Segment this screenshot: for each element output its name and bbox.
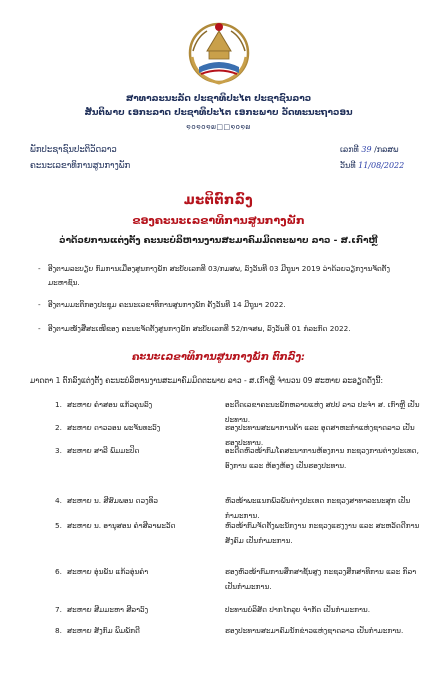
- member-number: 4.: [55, 496, 62, 505]
- basis-item: - ອີງຕາມລະບຽບ ກົມການເມືອງສູນກາງພັກ ສະບັບເລກທີ 03/ກມສພ, ລົງວັນທີ 03 ມີຖຸນາ 2019 ວ່າດ້ວຍວຽກງານຈັດຕັ້ງມະຫາຊົນ.: [38, 264, 391, 287]
- organization-department: ຄະນະເລຂາທິການສູນກາງພັກ: [30, 161, 131, 171]
- member-name: ສະຫາຍ ອຸ່ນພັນ ແກ້ວອຸ່ນຄໍາ: [67, 567, 149, 576]
- reference-date-value: 11/08/2022: [358, 161, 405, 170]
- reference-number-suffix: /ກລສພ: [374, 145, 399, 154]
- document-title: ມະຕິຕົກລົງ: [183, 193, 254, 208]
- basis-item: - ອີງຕາມໜັງສືສະເໜີຂອງ ຄະນະຈັດຕັ້ງສູນກາງພັກ ສະບັບເລກທີ 52/ກຈສພ, ລົງວັນທີ 01 ກໍລະກົດ 2022.: [38, 324, 351, 333]
- reference-number: [340, 145, 398, 154]
- member-name: ສະຫາຍ ນ. ສີສົມພອນ ດວງທິວ: [67, 496, 158, 505]
- member-role: ຫົວໜ້າພະແນກພົວພັນຕ່າງປະເທດ ກະຊວງສາທາລະນະສຸກ ເປັນກໍາມະການ.: [225, 496, 411, 520]
- basis-item: - ອີງຕາມມະຕິກອງປະຊຸມ ຄະນະເລຂາທິການສູນກາງພັກ ຄັ້ງວັນທີ 14 ມີຖຸນາ 2022.: [38, 300, 286, 309]
- member-role: ຮອງປະທານສະພາການຄ້າ ແລະ ອຸດສາຫະກໍາແຫ່ງຊາດລາວ ເປັນຮອງປະທານ.: [225, 423, 415, 447]
- national-motto-line-3: ໑໐໑໐໑໙□□໑໐໑໙: [186, 123, 251, 131]
- member-number: 7.: [55, 605, 62, 614]
- member-name: ສະຫາຍ ດາວວອນ ພະຈັນທະວົງ: [67, 423, 161, 432]
- member-number: 6.: [55, 567, 62, 576]
- member-role: ອະດີດຫົວໜ້າກົມໂຄສະນາການຫ້ອງການ ກະຊວງການຕ່າງປະເທດ, ອົງການ ແລະ ຫ້ອງຫ້ອງ ເປັນຮອງປະທານ.: [225, 446, 419, 470]
- organization-name: ພັກປະຊາຊົນປະຕິວັດລາວ: [30, 145, 117, 155]
- member-role: ອະດີດເລຂາຄະນະພັກຫລາຍແຫ່ງ ສປປ ລາວ ປະຈໍາ ສ. ເກົາຫຼີ ເປັນປະທານ.: [225, 400, 420, 424]
- reference-date: [340, 161, 404, 170]
- member-number: 2.: [55, 423, 62, 432]
- national-motto-line-2: ສັນຕິພາບ ເອກະລາດ ປະຊາທິປະໄຕ ເອກະພາບ ວັດທະນະຖາວອນ: [84, 108, 353, 118]
- member-number: 5.: [55, 521, 62, 530]
- member-name: ສະຫາຍ ນ. ອານຸສອນ ຄໍາສີລາພະວັດ: [67, 521, 176, 530]
- member-number: 1.: [55, 400, 62, 409]
- member-role: ຮອງປະທານສະມາຄົມນັກຂ່າວແຫ່ງຊາດລາວ ເປັນກໍາມະການ.: [225, 626, 404, 635]
- reference-date-label: ວັນທີ: [340, 161, 356, 170]
- member-role: ຫົວໜ້າກົມຈັດຕັ້ງພະນັກງານ ກະຊວງແຮງງານ ແລະ ສະຫວັດດີການສັງຄົມ ເປັນກໍາມະການ.: [225, 521, 420, 545]
- member-number: 3.: [55, 446, 62, 455]
- decides-heading: ຄະນະເລຂາທິການສູນກາງພັກ ຕົກລົງ:: [131, 352, 306, 363]
- reference-number-value: 39: [361, 145, 372, 154]
- document-subject: ວ່າດ້ວຍການແຕ່ງຕັ້ງ ຄະນະບໍລິຫານງານສະມາຄົມມິດຕະພາບ ລາວ - ສ.ເກົາຫຼີ: [59, 236, 378, 246]
- member-name: ສະຫາຍ ຄໍາສອນ ແກ້ວຄຸນລົງ: [67, 400, 153, 409]
- member-role: ຮອງຫົວໜ້າກົມການສຶກສາຊັ້ນສູງ ກະຊວງສຶກສາທິການ ແລະ ກິລາ ເປັນກໍາມະການ.: [225, 567, 417, 591]
- member-name: ສະຫາຍ ສັງກົມ ພິມພັກດີ: [67, 626, 140, 635]
- national-emblem-icon: [187, 17, 251, 87]
- member-number: 8.: [55, 626, 62, 635]
- reference-number-label: ເລກທີ: [340, 145, 359, 154]
- member-role: ປະທານບໍລິສັດ ປາກໄກລຸບ ຈໍາກັດ ເປັນກໍາມະການ.: [225, 605, 371, 614]
- article-1: ມາດຕາ 1 ຕົກລົງແຕ່ງຕັ້ງ ຄະນະບໍລິຫານງານສະມາຄົມມິດຕະພາບ ລາວ - ສ.ເກົາຫຼີ ຈໍານວນ 09 ສະຫາຍ ລະອຽດດັ່ງນີ້:: [30, 376, 384, 385]
- member-name: ສະຫາຍ ສາລີ ພົມມະປິດ: [67, 446, 140, 455]
- document-title-issuer: ຂອງຄະນະເລຂາທິການສູນກາງພັກ: [132, 214, 305, 227]
- national-motto-line-1: ສາທາລະນະລັດ ປະຊາທິປະໄຕ ປະຊາຊົນລາວ: [125, 94, 312, 104]
- member-name: ສະຫາຍ ສີມມະຫາ ສີລາວົງ: [67, 605, 149, 614]
